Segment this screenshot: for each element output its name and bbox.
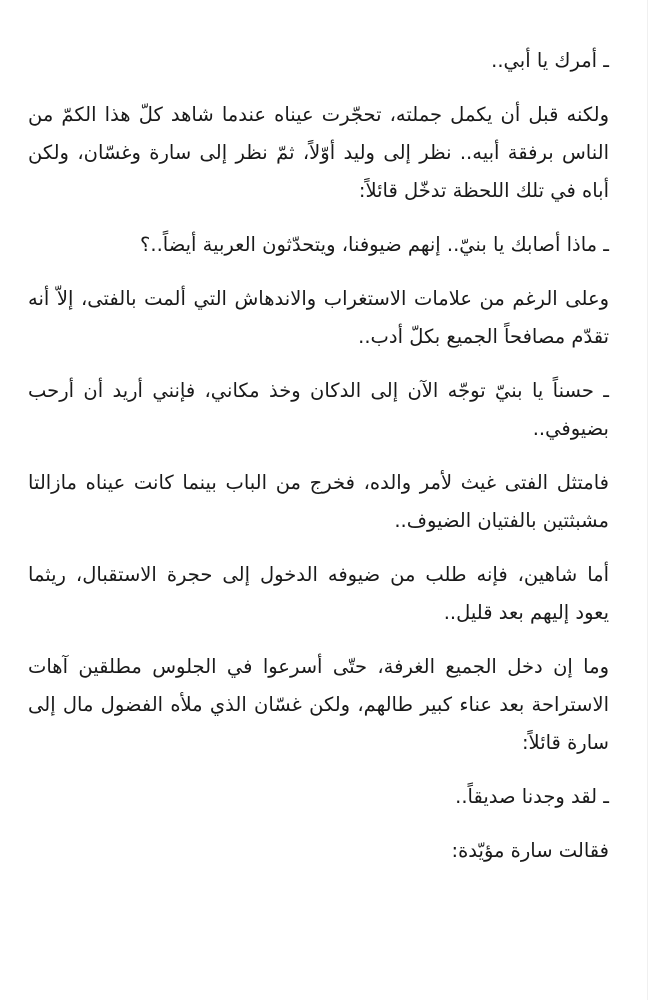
narration-paragraph: أما شاهين، فإنه طلب من ضيوفه الدخول إلى حجرة الاستقبال، ريثما يعود إليهم بعد قليل..	[28, 563, 609, 624]
narration-paragraph: وعلى الرغم من علامات الاستغراب والاندهاش التي ألمت بالفتى، إلاّ أنه تقدّم مصافحاً الجميع بكلّ أدب..	[28, 287, 609, 348]
narration-paragraph: ولكنه قبل أن يكمل جملته، تحجّرت عيناه عندما شاهد كلّ هذا الكمّ من الناس برفقة أبيه.. نظر إلى وليد أوّلاً، ثمّ نظر إلى سارة وغسّان، ولكن أباه في تلك اللحظة تدخّل قائلاً:	[28, 103, 609, 202]
narration-paragraph: وما إن دخل الجميع الغرفة، حتّى أسرعوا في الجلوس مطلقين آهات الاستراحة بعد عناء كبير طالهم، ولكن غسّان الذي ملأه الفضول مال إلى سارة قائلاً:	[28, 655, 609, 754]
dialogue-line: ـ أمرك يا أبي..	[491, 49, 609, 72]
narration-paragraph: فقالت سارة مؤيّدة:	[451, 839, 609, 862]
page-text	[28, 42, 609, 886]
dialogue-line: ـ حسناً يا بنيّ توجّه الآن إلى الدكان وخذ مكاني، فإنني أريد أن أرحب بضيوفي..	[28, 379, 609, 440]
dialogue-line: ـ لقد وجدنا صديقاً..	[455, 785, 609, 808]
dialogue-line: ـ ماذا أصابك يا بنيّ.. إنهم ضيوفنا، ويتحدّثون العربية أيضاً..؟	[140, 233, 609, 256]
narration-paragraph: فامتثل الفتى غيث لأمر والده، فخرج من الباب بينما كانت عيناه مازالتا مشبثتين بالفتيان الضيوف..	[28, 471, 609, 532]
